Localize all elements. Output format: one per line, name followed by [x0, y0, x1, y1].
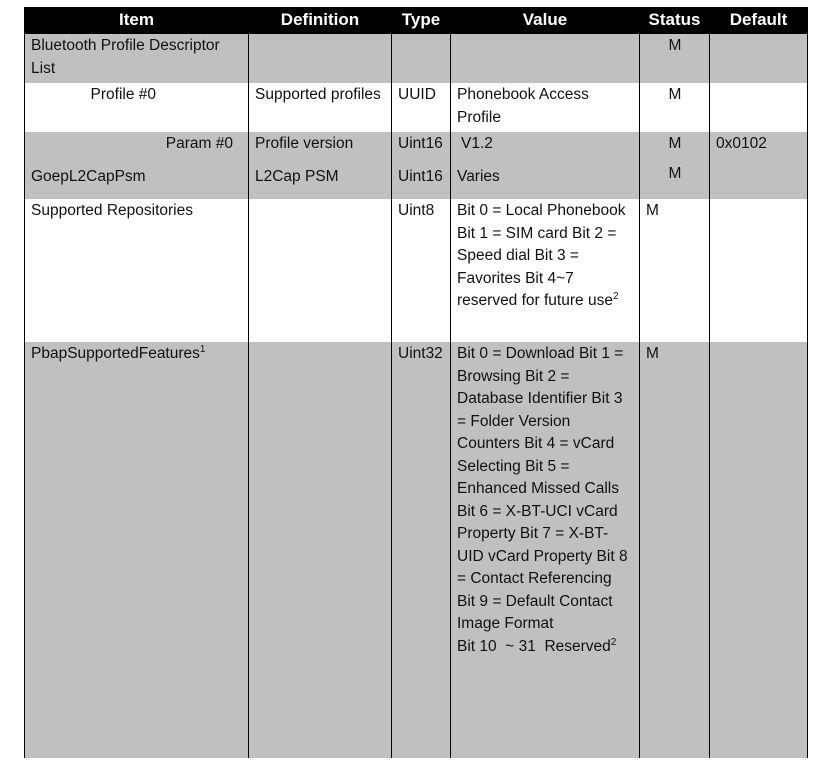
- cell-type: Uint8: [392, 199, 451, 342]
- cell-default: 0x0102: [710, 132, 808, 159]
- value-line: Bit 0 = Local Phonebook: [457, 202, 626, 219]
- value-line-with-note: [457, 638, 616, 655]
- value-line: Bit 3 = Folder Version Counters: [457, 390, 623, 452]
- cell-definition: L2Cap PSM: [249, 159, 392, 199]
- value-line: Bit 1 = Browsing: [457, 345, 624, 385]
- cell-definition: Supported profiles: [249, 83, 392, 132]
- cell-default: [710, 159, 808, 199]
- cell-value: [451, 83, 640, 132]
- value-line: Bit 7 = X-BT-UID vCard Property: [457, 525, 609, 565]
- table-row: [25, 159, 808, 199]
- cell-item: GoepL2CapPsm: [25, 159, 249, 199]
- cell-item: [25, 342, 249, 758]
- cell-type: [392, 34, 451, 83]
- cell-definition: Profile version: [249, 132, 392, 159]
- cell-item: Profile #0: [25, 83, 249, 132]
- cell-value: [451, 159, 640, 199]
- footnote-marker: 2: [610, 636, 617, 648]
- table-row: [25, 132, 808, 159]
- table-row: [25, 199, 808, 342]
- header-value: Value: [451, 7, 640, 34]
- value-line: Bit 0 = Download: [457, 345, 575, 362]
- value-line: Bit 4 = vCard Selecting: [457, 435, 615, 475]
- cell-item: Param #0: [25, 132, 249, 159]
- value-line: Bit 3 = Favorites: [457, 247, 579, 287]
- value-line: Bit 1 = SIM card: [457, 224, 568, 242]
- cell-type: Uint32: [392, 342, 451, 758]
- value-line: Bit 8 = Contact Referencing: [457, 547, 628, 587]
- cell-type: Uint16: [392, 132, 451, 159]
- value-line: V1.2: [461, 135, 493, 152]
- value-line: Bit 9 = Default Contact Image Format: [457, 592, 613, 632]
- value-line: Bit 5 = Enhanced Missed Calls: [457, 457, 619, 497]
- cell-type: Uint16: [392, 159, 451, 199]
- cell-value: [451, 132, 640, 159]
- value-line: Bit 2 = Speed dial: [457, 224, 617, 264]
- table-row: [25, 342, 808, 758]
- cell-item: Bluetooth Profile Descriptor List: [25, 34, 249, 83]
- value-line: Varies: [457, 168, 500, 185]
- attribute-table: [24, 7, 808, 758]
- cell-status: M: [640, 34, 710, 83]
- cell-default: [710, 83, 808, 132]
- header-type: Type: [392, 7, 451, 34]
- footnote-marker: 2: [612, 291, 619, 302]
- item-text: PbapSupportedFeatures: [31, 345, 200, 362]
- cell-item: Supported Repositories: [25, 199, 249, 342]
- header-status: Status: [640, 7, 710, 34]
- cell-value: [451, 199, 640, 342]
- table-row: [25, 83, 808, 132]
- header-row: [25, 7, 808, 34]
- header-item: Item: [25, 7, 249, 34]
- cell-default: [710, 199, 808, 342]
- value-line: Phonebook Access Profile: [457, 86, 589, 126]
- cell-status: M: [640, 83, 710, 132]
- footnote-marker: 1: [199, 344, 206, 355]
- value-line: Bit 2 = Database Identifier: [457, 367, 588, 407]
- table-row: [25, 34, 808, 83]
- cell-definition: [249, 199, 392, 342]
- value-text: Bit 4~7 reserved for future use: [457, 269, 613, 309]
- cell-status: M: [640, 342, 710, 758]
- cell-value: [451, 342, 640, 758]
- cell-definition: [249, 34, 392, 83]
- header-default: Default: [710, 7, 808, 34]
- cell-status: M: [640, 199, 710, 342]
- value-text: Bit 10 ~ 31 Reserved: [457, 637, 611, 655]
- value-line: Bit 6 = X-BT-UCI vCard Property: [457, 502, 618, 542]
- cell-definition: [249, 342, 392, 758]
- cell-value: [451, 34, 640, 83]
- cell-default: [710, 34, 808, 83]
- cell-default: [710, 342, 808, 758]
- cell-status: M: [640, 159, 710, 199]
- cell-type: UUID: [392, 83, 451, 132]
- header-definition: Definition: [249, 7, 392, 34]
- cell-status: M: [640, 132, 710, 159]
